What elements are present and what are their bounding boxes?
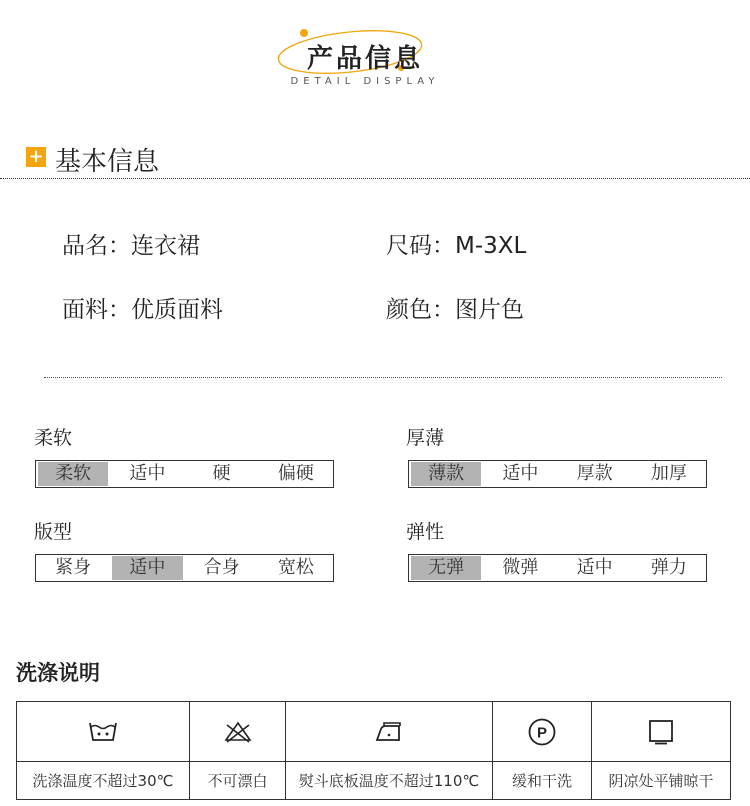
fit-option[interactable]: 合身 [203, 557, 240, 578]
thickness-option[interactable]: 厚款 [576, 463, 613, 484]
product-name: 品名：连衣裙 [62, 233, 200, 259]
washing-text: 不可漂白 [207, 772, 268, 790]
softness-selector [35, 460, 334, 488]
thickness-option[interactable]: 薄款 [411, 462, 481, 486]
dry-clean-letter: P [536, 724, 548, 741]
page-subtitle: DETAIL DISPLAY [290, 76, 440, 87]
washing-item [286, 702, 493, 799]
washing-text: 熨斗底板温度不超过110℃ [298, 772, 480, 790]
fit-selector [35, 554, 334, 582]
product-size: 尺码：M-3XL [386, 233, 527, 259]
elasticity-option[interactable]: 微弹 [502, 557, 539, 578]
washing-title: 洗涤说明 [16, 661, 100, 685]
washing-table [16, 701, 731, 800]
thickness-label: 厚薄 [406, 427, 445, 449]
washing-item [17, 702, 190, 799]
divider [0, 178, 750, 179]
product-color: 颜色：图片色 [386, 297, 524, 323]
elasticity-selector [408, 554, 707, 582]
iron-icon [286, 702, 492, 762]
section-title-basic-info: 基本信息 [55, 147, 160, 177]
no-bleach-icon [190, 702, 285, 762]
page-title: 产品信息 [306, 44, 423, 74]
thickness-selector [408, 460, 707, 488]
thickness-option[interactable]: 加厚 [650, 463, 687, 484]
softness-option[interactable]: 柔软 [38, 462, 108, 486]
elasticity-option[interactable]: 适中 [576, 557, 613, 578]
softness-option[interactable]: 偏硬 [277, 463, 314, 484]
fit-label: 版型 [34, 521, 73, 543]
softness-option[interactable]: 适中 [129, 463, 166, 484]
dry-clean-p-icon [493, 702, 591, 762]
dry-flat-icon [592, 702, 730, 762]
washing-item [493, 702, 592, 799]
divider [44, 377, 722, 378]
plus-icon: + [26, 147, 46, 167]
washing-item [592, 702, 730, 799]
washing-text: 阴凉处平铺晾干 [608, 772, 714, 790]
washing-text: 洗涤温度不超过30℃ [32, 772, 174, 790]
elasticity-label: 弹性 [406, 521, 445, 543]
fit-option[interactable]: 宽松 [277, 557, 314, 578]
thickness-option[interactable]: 适中 [502, 463, 539, 484]
product-fabric: 面料：优质面料 [62, 297, 223, 323]
softness-option[interactable]: 硬 [212, 463, 231, 484]
elasticity-option[interactable]: 无弹 [411, 556, 481, 580]
softness-label: 柔软 [34, 427, 73, 449]
fit-option[interactable]: 适中 [112, 556, 182, 580]
fit-option[interactable]: 紧身 [55, 557, 92, 578]
washing-text: 缓和干洗 [511, 772, 572, 790]
wash-30-icon [17, 702, 189, 762]
washing-item [190, 702, 286, 799]
elasticity-option[interactable]: 弹力 [650, 557, 687, 578]
